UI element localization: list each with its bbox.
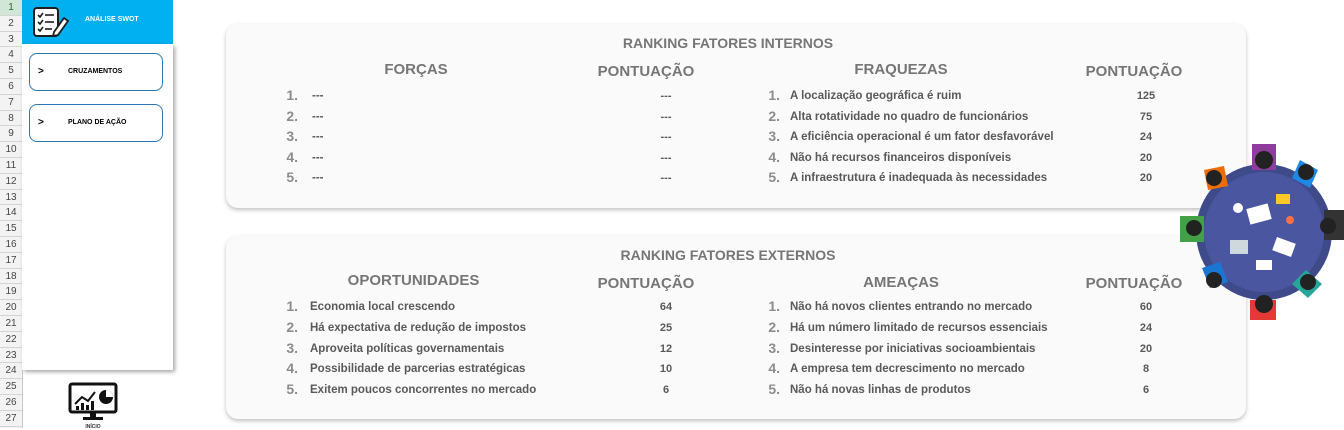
rank-number: 4. (286, 148, 298, 165)
row-header[interactable]: 15 (0, 221, 22, 237)
checklist-edit-icon (30, 4, 70, 40)
factor-text: Desinteresse por iniciativas socioambientais (790, 342, 1036, 355)
fraquezas-score-header: PONTUAÇÃO (1085, 63, 1183, 80)
rank-number: 2. (286, 107, 298, 124)
external-ranking-card (226, 236, 1246, 419)
factor-text: --- (312, 90, 324, 102)
factor-score: --- (660, 131, 672, 143)
person-top (1252, 144, 1276, 170)
rank-number: 4. (768, 148, 780, 165)
factor-score: 60 (1139, 301, 1153, 313)
row-header[interactable]: 2 (0, 16, 22, 32)
factor-score: --- (660, 90, 672, 102)
row-header[interactable]: 5 (0, 63, 22, 79)
factor-score: --- (660, 172, 672, 184)
rank-number: 2. (768, 318, 780, 335)
row-header-column (0, 0, 23, 428)
row-header[interactable]: 13 (0, 190, 22, 206)
row-header[interactable]: 23 (0, 348, 22, 364)
rank-number: 1. (768, 87, 780, 103)
factor-score: 20 (1139, 172, 1153, 184)
factor-score: --- (660, 151, 672, 164)
factor-score: 6 (1142, 384, 1150, 397)
rank-number: 5. (768, 169, 780, 185)
rank-number: 4. (768, 360, 780, 377)
row-header[interactable]: 4 (0, 47, 22, 63)
row-header[interactable]: 10 (0, 142, 22, 158)
inicio-label: INÍCIO (85, 424, 101, 430)
cruzamentos-button[interactable] (29, 53, 163, 91)
factor-score: 8 (1142, 363, 1150, 376)
factor-text: Aproveita políticas governamentais (310, 342, 505, 355)
inicio-button[interactable] (68, 382, 118, 428)
factor-text: Há um número limitado de recursos essenciais (790, 321, 1048, 334)
factor-text: Economia local crescendo (310, 301, 456, 313)
forcas-header: FORÇAS (384, 61, 448, 78)
row-header[interactable]: 19 (0, 284, 22, 300)
plano-de-acao-button[interactable] (29, 104, 163, 142)
rank-number: 2. (768, 107, 780, 124)
fraquezas-header: FRAQUEZAS (854, 61, 948, 78)
factor-score: 20 (1139, 342, 1153, 355)
plano-de-acao-label: PLANO DE AÇÃO (68, 119, 127, 126)
row-header[interactable]: 25 (0, 379, 22, 395)
row-header[interactable]: 24 (0, 363, 22, 379)
rank-number: 5. (768, 381, 780, 398)
rank-number: 1. (286, 87, 298, 103)
row-header[interactable]: 8 (0, 111, 22, 127)
forcas-score-header: PONTUAÇÃO (597, 63, 695, 80)
factor-text: A empresa tem decrescimento no mercado (790, 363, 1025, 376)
factor-text: Alta rotatividade no quadro de funcionários (790, 110, 1029, 123)
row-header[interactable]: 26 (0, 395, 22, 411)
row-header[interactable]: 7 (0, 95, 22, 111)
row-header[interactable]: 20 (0, 300, 22, 316)
rank-number: 3. (768, 339, 780, 356)
factor-score: 125 (1136, 90, 1156, 102)
factor-text: --- (312, 131, 324, 143)
ameacas-header: AMEAÇAS (863, 274, 939, 291)
row-header[interactable]: 14 (0, 205, 22, 221)
cruzamentos-label: CRUZAMENTOS (68, 68, 123, 75)
dashboard-monitor-icon (68, 382, 118, 422)
row-header[interactable]: 21 (0, 316, 22, 332)
factor-score: 25 (659, 321, 673, 334)
factor-text: --- (312, 151, 324, 164)
external-title: RANKING FATORES EXTERNOS (620, 247, 836, 263)
rank-number: 4. (286, 360, 298, 377)
row-header[interactable]: 22 (0, 332, 22, 348)
factor-score: 12 (659, 342, 673, 355)
oportunidades-score-header: PONTUAÇÃO (597, 275, 695, 292)
rank-number: 3. (286, 128, 298, 144)
factor-text: Não há recursos financeiros disponíveis (790, 151, 1012, 164)
rank-number: 3. (286, 339, 298, 356)
arrow-icon: > (38, 117, 44, 128)
row-header[interactable]: 17 (0, 253, 22, 269)
factor-text: Possibilidade de parcerias estratégicas (310, 363, 526, 376)
factor-score: 64 (659, 301, 673, 313)
factor-text: A localização geográfica é ruim (790, 90, 962, 102)
arrow-icon: > (38, 66, 44, 77)
factor-text: --- (312, 172, 324, 184)
rank-number: 5. (286, 381, 298, 398)
factor-text: --- (312, 110, 324, 123)
rank-number: 3. (768, 128, 780, 144)
rank-number: 1. (286, 298, 298, 314)
rank-number: 1. (768, 298, 780, 314)
side-menu-panel (22, 44, 173, 370)
factor-text: A infraestrutura é inadequada às necessidades (790, 172, 1048, 184)
factor-score: --- (660, 110, 672, 123)
row-header[interactable]: 18 (0, 269, 22, 285)
factor-text: Não há novas linhas de produtos (790, 384, 971, 397)
factor-score: 24 (1139, 131, 1153, 143)
row-header[interactable]: 11 (0, 158, 22, 174)
factor-score: 24 (1139, 321, 1153, 334)
row-header[interactable]: 27 (0, 411, 22, 427)
row-header[interactable]: 3 (0, 32, 22, 48)
menu-header-label: ANÁLISE SWOT (85, 16, 139, 23)
factor-text: A eficiência operacional é um fator desfavorável (790, 131, 1054, 143)
row-header[interactable]: 12 (0, 174, 22, 190)
factor-score: 10 (659, 363, 673, 376)
factor-text: Há expectativa de redução de impostos (310, 321, 527, 334)
oportunidades-header: OPORTUNIDADES (347, 272, 480, 289)
menu-header[interactable] (22, 0, 173, 44)
factor-text: Exitem poucos concorrentes no mercado (310, 384, 537, 397)
ameacas-score-header: PONTUAÇÃO (1085, 275, 1183, 292)
row-header[interactable]: 16 (0, 237, 22, 253)
row-header[interactable]: 6 (0, 79, 22, 95)
factor-score: 6 (662, 384, 670, 397)
row-header[interactable]: 9 (0, 126, 22, 142)
internal-ranking-card (226, 24, 1246, 208)
factor-score: 75 (1139, 110, 1153, 123)
factor-score: 20 (1139, 151, 1153, 164)
factor-text: Não há novos clientes entrando no mercado (790, 301, 1033, 313)
row-header[interactable]: 1 (0, 0, 22, 16)
internal-title: RANKING FATORES INTERNOS (622, 35, 834, 51)
rank-number: 2. (286, 318, 298, 335)
team-meeting-illustration (1178, 140, 1344, 320)
rank-number: 5. (286, 169, 298, 185)
